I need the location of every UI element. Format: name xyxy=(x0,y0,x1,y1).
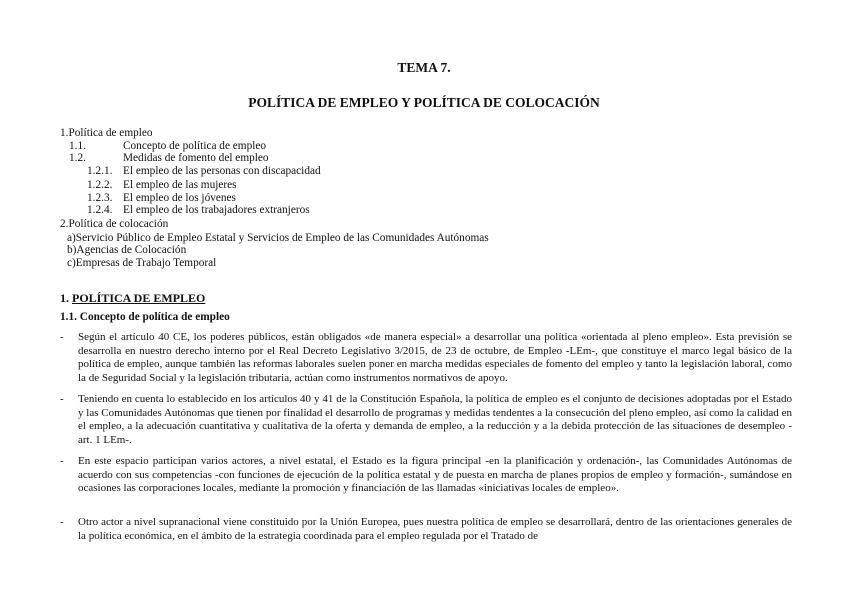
toc-number: 1.1. xyxy=(69,140,86,152)
toc-text: Política de empleo xyxy=(68,127,153,139)
toc-item xyxy=(67,257,216,270)
toc-item xyxy=(87,204,310,217)
toc-text: Servicio Público de Empleo Estatal y Servicios de Empleo de las Comunidades Autónomas xyxy=(75,232,489,244)
toc-text: El empleo de las personas con discapacidad xyxy=(123,165,321,177)
subsection-title: Concepto de política de empleo xyxy=(79,311,230,323)
toc-text: El empleo de los jóvenes xyxy=(123,192,236,204)
bullet-dash: - xyxy=(60,393,64,405)
paragraph-text: Teniendo en cuenta lo establecido en los artículos 40 y 41 de la Constitución Española, la política de empleo es el conjunto de decisiones adoptadas por el Estado y las Comunidades Autónomas que tienen por finalidad el desarrollo de programas y medidas tendentes a la consecución del pleno empleo, así como la calidad en el empleo, a la adecuación cuantitativa y cualitativa de la oferta y demanda de empleo, a la reducción y a la debida protección de las situaciones de desempleo -art. 1 LEm-. xyxy=(78,393,792,446)
toc-text: Medidas de fomento del empleo xyxy=(123,152,269,164)
body-paragraph xyxy=(60,455,792,496)
toc-item xyxy=(87,179,237,192)
section-number: 1. xyxy=(60,291,69,305)
toc-number: 2. xyxy=(60,218,69,230)
toc-number: a) xyxy=(67,232,76,244)
toc-text: El empleo de los trabajadores extranjeros xyxy=(123,204,310,216)
toc-number: 1.2.3. xyxy=(87,192,113,204)
toc-text: Empresas de Trabajo Temporal xyxy=(75,257,217,269)
body-paragraph xyxy=(60,393,792,447)
toc-item xyxy=(60,218,168,231)
section-heading xyxy=(60,291,205,306)
subsection-number: 1.1. xyxy=(60,311,77,323)
bullet-dash: - xyxy=(60,331,64,343)
section-title: POLÍTICA DE EMPLEO xyxy=(72,291,206,305)
toc-number: b) xyxy=(67,244,77,256)
paragraph-text: Otro actor a nivel supranacional viene constituido por la Unión Europea, pues nuestra política de empleo se desarrollará, dentro de las orientaciones generales de la política económica, en el ámbito de la estrategia coordinada para el empleo regulada por el Tratado de xyxy=(78,516,792,542)
toc-number: 1. xyxy=(60,127,69,139)
toc-item xyxy=(67,244,186,257)
toc-number: 1.2.4. xyxy=(87,204,113,216)
toc-item xyxy=(60,127,153,140)
toc-text: Política de colocación xyxy=(68,218,169,230)
bullet-dash: - xyxy=(60,516,64,528)
paragraph-text: En este espacio participan varios actores, a nivel estatal, el Estado es la figura principal -en la planificación y ordenación-, las Comunidades Autónomas de acuerdo con sus competencias -con funciones de ejecución de la política estatal y de puesta en marcha de planes propios de empleo y formación-, sumándose en ocasiones las corporaciones locales, mediante la promoción y financiación de las llamadas «iniciativas locales de empleo». xyxy=(78,455,792,495)
toc-text: Agencias de Colocación xyxy=(76,244,187,256)
toc-number: 1.2. xyxy=(69,152,86,164)
bullet-dash: - xyxy=(60,455,64,467)
subsection-heading xyxy=(60,311,230,323)
toc-number: 1.2.1. xyxy=(87,165,113,177)
toc-number: c) xyxy=(67,257,76,269)
body-paragraph xyxy=(60,331,792,385)
toc-number: 1.2.2. xyxy=(87,179,113,191)
toc-text: Concepto de política de empleo xyxy=(123,140,267,152)
tema-heading: TEMA 7. xyxy=(397,60,451,75)
body-paragraph xyxy=(60,516,792,543)
paragraph-text: Según el artículo 40 CE, los poderes públicos, están obligados «de manera especial» a desarrollar una política «orientada al pleno empleo». Esta previsión se desarrolla en nuestro derecho interno por el Real Decreto Legislativo 3/2015, de 23 de octubre, de Empleo -LEm-, que constituye el marco legal básico de la política de empleo, aunque también las reformas laborales suelen poner en marcha medidas especiales de fomento del empleo y tanto la legislación laboral, como la de Seguridad Social y la legislación tributaria, actúan como instrumentos normativos de apoyo. xyxy=(78,331,792,384)
toc-text: El empleo de las mujeres xyxy=(123,179,237,191)
toc-item xyxy=(87,165,321,178)
toc-item xyxy=(69,152,269,165)
document-title: POLÍTICA DE EMPLEO Y POLÍTICA DE COLOCACIÓN xyxy=(248,95,600,110)
